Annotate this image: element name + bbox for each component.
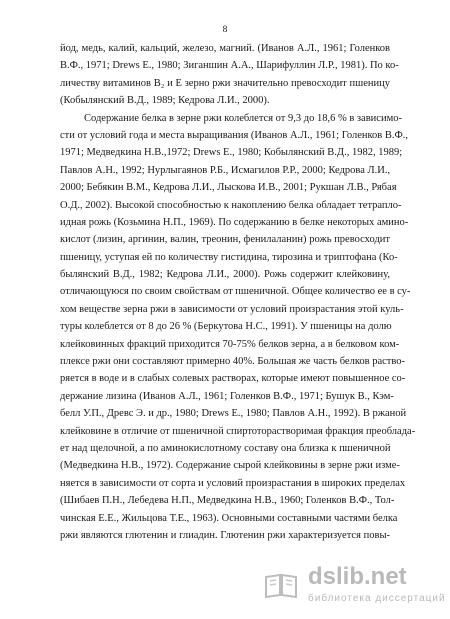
text-line: няется в зависимости от сорта и условий произрастания в широких пределах: [60, 477, 406, 489]
text-line: кислот (лизин, аргинин, валин, треонин, фенилаланин) рожь превосходит: [60, 234, 390, 246]
text-line: (Кобылянский В.Д., 1989; Кедрова Л.И., 2000).: [60, 95, 270, 107]
watermark-caption: библиотека диссертаций: [308, 593, 446, 604]
text-line: плексе ржи они составляют примерно 40%. Большая же часть белков раство-: [60, 356, 406, 368]
text-line: отличающуюся по своим свойствам от пшеничной. Общее количество ее в су-: [60, 286, 411, 298]
text-line: 2000; Бебякин В.М., Кедрова Л.И., Лыскова И.В., 2001; Рукшан Л.В., Рябая: [60, 182, 397, 194]
text-line: былянский В.Д., 1982; Кедрова Л.И., 2000). Рожь содержит клейковину,: [60, 269, 390, 281]
text-line: (Шибаев П.Н., Лебедева Н.П., Медведкина Н.В., 1960; Голенков В.Ф., Тол-: [60, 495, 395, 507]
text-line: В.Ф., 1971; Drews Е., 1980; Зиганшин А.А., Шарифуллин Л.Р., 1981). По ко-: [60, 60, 399, 72]
text-line: пшеницу, уступая ей по количеству гистидина, тирозина и триптофана (Ко-: [60, 251, 398, 263]
text-line: йод, медь, калий, кальций, железо, магний. (Иванов А.Л., 1961; Голенков: [60, 43, 390, 54]
page-number: 8: [222, 25, 228, 35]
text-line: чинская Е.Е., Жильцова Т.Е., 1963). Основными составными частями белка: [60, 512, 398, 524]
dslib-logo-icon: [264, 571, 298, 601]
text-line: клейковинных фракций приходится 70-75% белков зерна, а в белковом ком-: [60, 338, 400, 350]
text-line: клейковине в отличие от пшеничной спиртоторастворимая фракция преоблада-: [60, 425, 416, 437]
text-line: хом веществе зерна ржи в зависимости от условий произрастания этой куль-: [60, 303, 404, 315]
watermark-title: dslib.net: [308, 563, 407, 590]
text-line: 1971; Медведкина Н.В.,1972; Drews Е., 1980; Кобылянский В.Д., 1982, 1989;: [60, 147, 403, 159]
text-line: Павлов А.Н., 1992; Нурлыгаянов Р.Б., Исмагилов Р.Р., 2000; Кедрова Л.И.,: [60, 164, 391, 176]
text-line: личеству витаминов В₂ и Е зерно ржи значительно превосходит пшеницу: [60, 77, 390, 89]
text-line: идная рожь (Козьмина Н.П., 1969). По содержанию в белке некоторых амино-: [60, 216, 409, 228]
text-line: ржи являются глютенин и глиадин. Глютенин ржи характеризуется повы-: [60, 529, 390, 541]
text-line: ет над щелочной, а по аминокислотному составу она близка к пшеничной: [60, 442, 391, 454]
paragraph-first-line: Содержание белка в зерне ржи колеблется от 9,3 до 18,6 % в зависимо-: [84, 112, 402, 124]
text-line: сти от условий года и места выращивания (Иванов А.Л., 1961; Голенков В.Ф.,: [60, 129, 409, 141]
text-line: держание лизина (Иванов А.Л., 1961; Голенков В.Ф., 1971; Бушук В., Кэм-: [60, 390, 394, 402]
text-line: (Медведкина Н.В., 1972). Содержание сырой клейковины в зерне ржи изме-: [60, 460, 400, 472]
document-body: [60, 40, 416, 544]
text-line: О.Д., 2002). Высокой способностью к накоплению белка обладает тетрапло-: [60, 199, 402, 211]
text-line: ряется в воде и в слабых солевых растворах, которые имеют повышенное со-: [60, 373, 406, 385]
text-line: туры колеблется от 8 до 26 % (Беркутова Н.С., 1991). У пшеницы на долю: [60, 321, 392, 333]
text-line: белл У.П., Древс Э. и др., 1980; Drews Е., 1980; Павлов А.Н., 1992). В ржаной: [60, 408, 407, 420]
dslib-watermark: [258, 563, 446, 609]
